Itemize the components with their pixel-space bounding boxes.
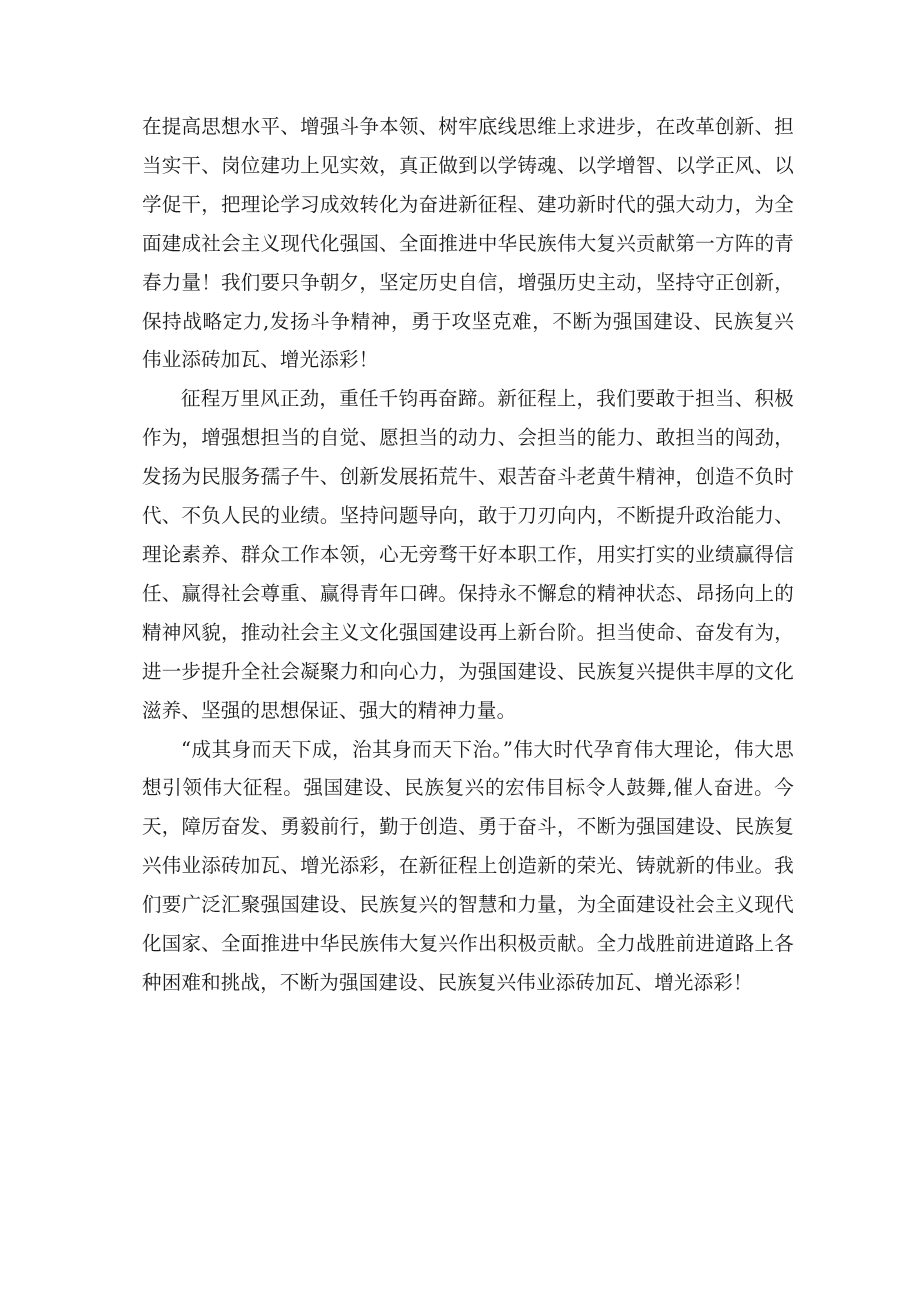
document-page [142, 108, 794, 1003]
paragraph-3: “成其身而天下成，治其身而天下治。”伟大时代孕育伟大理论，伟大思想引领伟大征程。强国建设、民族复兴的宏伟目标令人鼓舞,催人奋进。今天，障厉奋发、勇毅前行，勤于创造、勇于奋斗，不断为强国建设、民族复兴伟业添砖加瓦、增光添彩，在新征程上创造新的荣光、铸就新的伟业。我们要广泛汇聚强国建设、民族复兴的智慧和力量，为全面建设社会主义现代化国家、全面推进中华民族伟大复兴作出积极贡献。全力战胜前进道路上各种困难和挑战，不断为强国建设、民族复兴伟业添砖加瓦、增光添彩！ [142, 737, 794, 994]
paragraph-2: 征程万里风正劲，重任千钧再奋蹄。新征程上，我们要敢于担当、积极作为，增强想担当的自觉、愿担当的动力、会担当的能力、敢担当的闯劲，发扬为民服务孺子牛、创新发展拓荒牛、艰苦奋斗老黄牛精神，创造不负时代、不负人民的业绩。坚持问题导向，敢于刀刃向内，不断提升政治能力、理论素养、群众工作本领，心无旁骛干好本职工作，用实打实的业绩赢得信任、赢得社会尊重、赢得青年口碑。保持永不懈怠的精神状态、昂扬向上的精神风貌，推动社会主义文化强国建设再上新台阶。担当使命、奋发有为，进一步提升全社会凝聚力和向心力，为强国建设、民族复兴提供丰厚的文化滋养、坚强的思想保证、强大的精神力量。 [142, 387, 794, 722]
paragraph-1: 在提高思想水平、增强斗争本领、树牢底线思维上求进步，在改革创新、担当实干、岗位建功上见实效，真正做到以学铸魂、以学增智、以学正风、以学促干，把理论学习成效转化为奋进新征程、建功新时代的强大动力，为全面建成社会主义现代化强国、全面推进中华民族伟大复兴贡献第一方阵的青春力量！我们要只争朝夕，坚定历史自信，增强历史主动，坚持守正创新，保持战略定力,发扬斗争精神，勇于攻坚克难，不断为强国建设、民族复兴伟业添砖加瓦、增光添彩！ [142, 115, 794, 372]
